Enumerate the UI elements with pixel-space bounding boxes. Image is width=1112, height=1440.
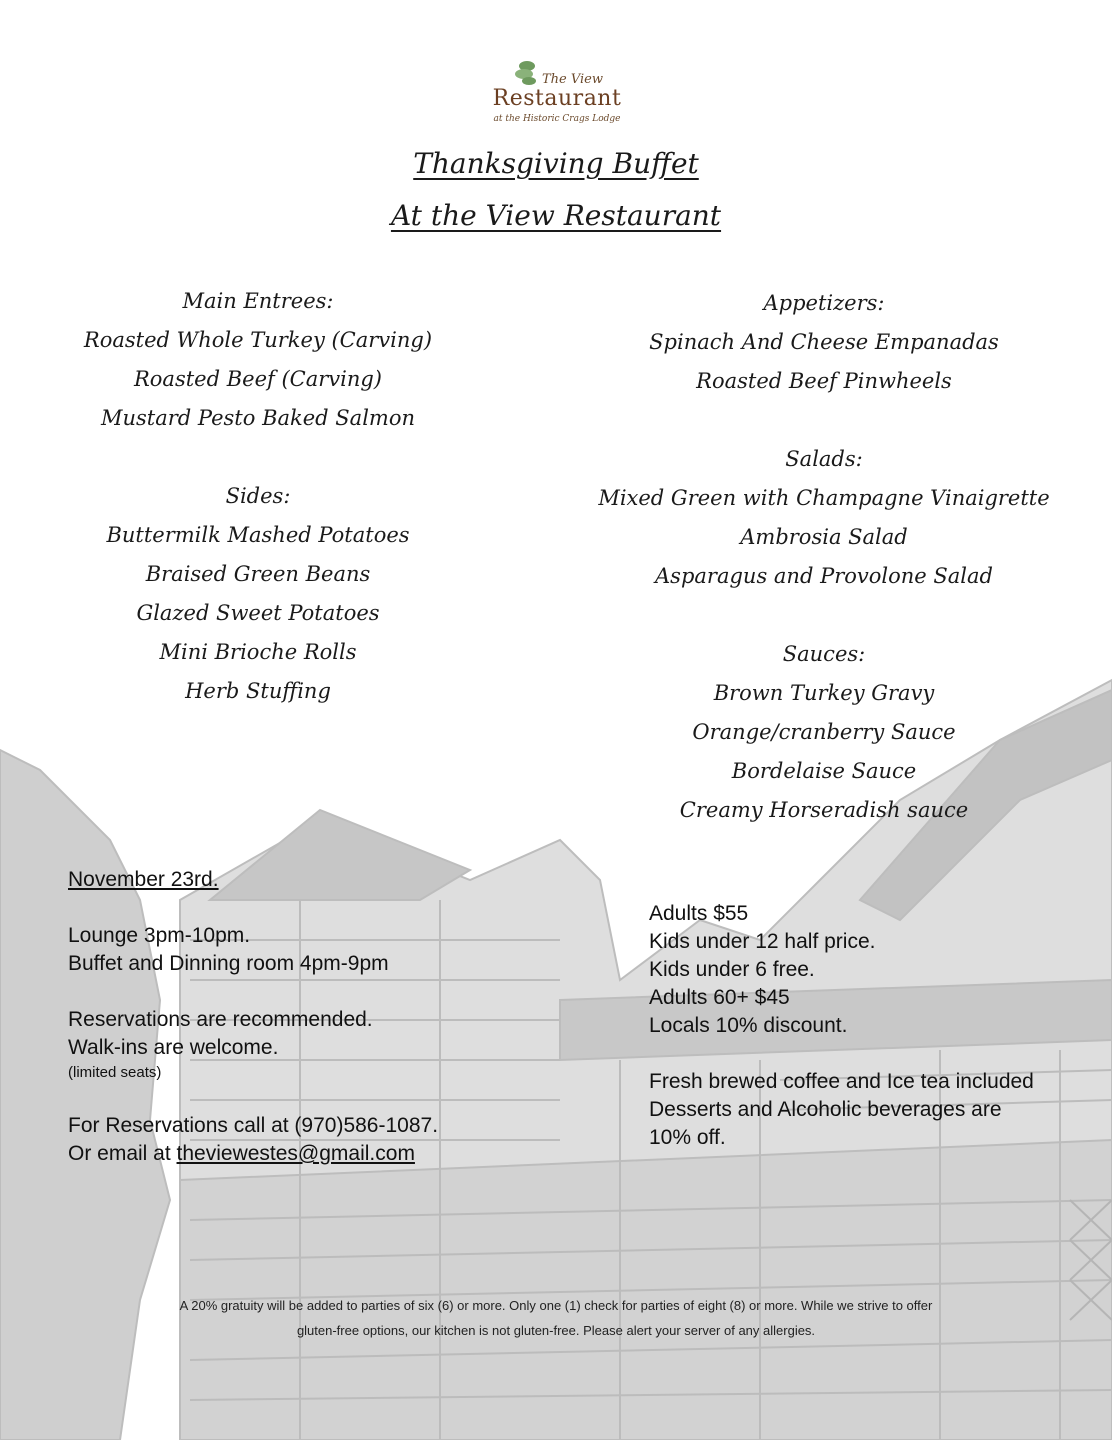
- footer-note: [0, 1293, 1112, 1343]
- list-item: Roasted Beef Pinwheels: [696, 369, 952, 393]
- salads-heading: Salads:: [785, 447, 863, 471]
- list-item: Braised Green Beans: [145, 562, 371, 586]
- info-right: [649, 900, 1109, 1152]
- price-item: Adults 60+ $45: [649, 986, 790, 1009]
- price-item: Locals 10% discount.: [649, 1014, 848, 1037]
- footer-line-1: A 20% gratuity will be added to parties of six (6) or more. Only one (1) check for parties of eight (8) or more. While we strive to offer: [179, 1298, 933, 1313]
- event-date: November 23rd.: [68, 868, 219, 891]
- leaf-icon: [512, 56, 542, 86]
- list-item: Creamy Horseradish sauce: [679, 798, 969, 822]
- lounge-hours: Lounge 3pm-10pm.: [68, 924, 251, 947]
- list-item: Roasted Beef (Carving): [133, 367, 383, 391]
- info-left: [68, 866, 548, 1168]
- sides-heading: Sides:: [225, 484, 291, 508]
- sauces-heading: Sauces:: [782, 642, 866, 666]
- price-item: Kids under 12 half price.: [649, 930, 876, 953]
- logo-script-text: The View: [542, 72, 604, 87]
- footer-line-2: gluten-free options, our kitchen is not gluten-free. Please alert your server of any allergies.: [296, 1323, 816, 1338]
- walk-ins-note: Walk-ins are welcome.: [68, 1036, 279, 1059]
- list-item: Mustard Pesto Baked Salmon: [101, 406, 415, 430]
- email-link[interactable]: theviewestes@gmail.com: [176, 1142, 415, 1165]
- list-item: Bordelaise Sauce: [731, 759, 917, 783]
- list-item: Buttermilk Mashed Potatoes: [106, 523, 410, 547]
- right-menu-column: [594, 284, 1054, 830]
- list-item: Mini Brioche Rolls: [159, 640, 357, 664]
- list-item: Ambrosia Salad: [740, 525, 908, 549]
- title-line-1: Thanksgiving Buffet: [413, 147, 699, 180]
- logo-name: Restaurant: [492, 86, 622, 111]
- phone-line: For Reservations call at (970)586-1087.: [68, 1114, 439, 1137]
- restaurant-logo: [462, 60, 652, 132]
- list-item: Orange/cranberry Sauce: [692, 720, 956, 744]
- buffet-hours: Buffet and Dinning room 4pm-9pm: [68, 952, 389, 975]
- left-menu-column: [40, 282, 476, 711]
- extras-line: 10% off.: [649, 1126, 726, 1149]
- list-item: Roasted Whole Turkey (Carving): [83, 328, 433, 352]
- appetizers-heading: Appetizers:: [763, 291, 885, 315]
- list-item: Herb Stuffing: [185, 679, 331, 703]
- list-item: Glazed Sweet Potatoes: [136, 601, 380, 625]
- extras-line: Fresh brewed coffee and Ice tea included: [649, 1070, 1034, 1093]
- logo-subtitle: at the Historic Crags Lodge: [493, 114, 621, 124]
- list-item: Asparagus and Provolone Salad: [655, 564, 993, 588]
- extras-line: Desserts and Alcoholic beverages are: [649, 1098, 1002, 1121]
- title-line-2: At the View Restaurant: [390, 199, 722, 232]
- list-item: Spinach And Cheese Empanadas: [649, 330, 999, 354]
- limited-seats-note: (limited seats): [68, 1064, 162, 1081]
- reservations-note: Reservations are recommended.: [68, 1008, 373, 1031]
- list-item: Brown Turkey Gravy: [713, 681, 935, 705]
- price-item: Kids under 6 free.: [649, 958, 815, 981]
- email-prefix: Or email at: [68, 1142, 177, 1165]
- email-line: [68, 1140, 548, 1168]
- price-item: Adults $55: [649, 902, 749, 925]
- list-item: Mixed Green with Champagne Vinaigrette: [598, 486, 1050, 510]
- main-entrees-heading: Main Entrees:: [182, 289, 334, 313]
